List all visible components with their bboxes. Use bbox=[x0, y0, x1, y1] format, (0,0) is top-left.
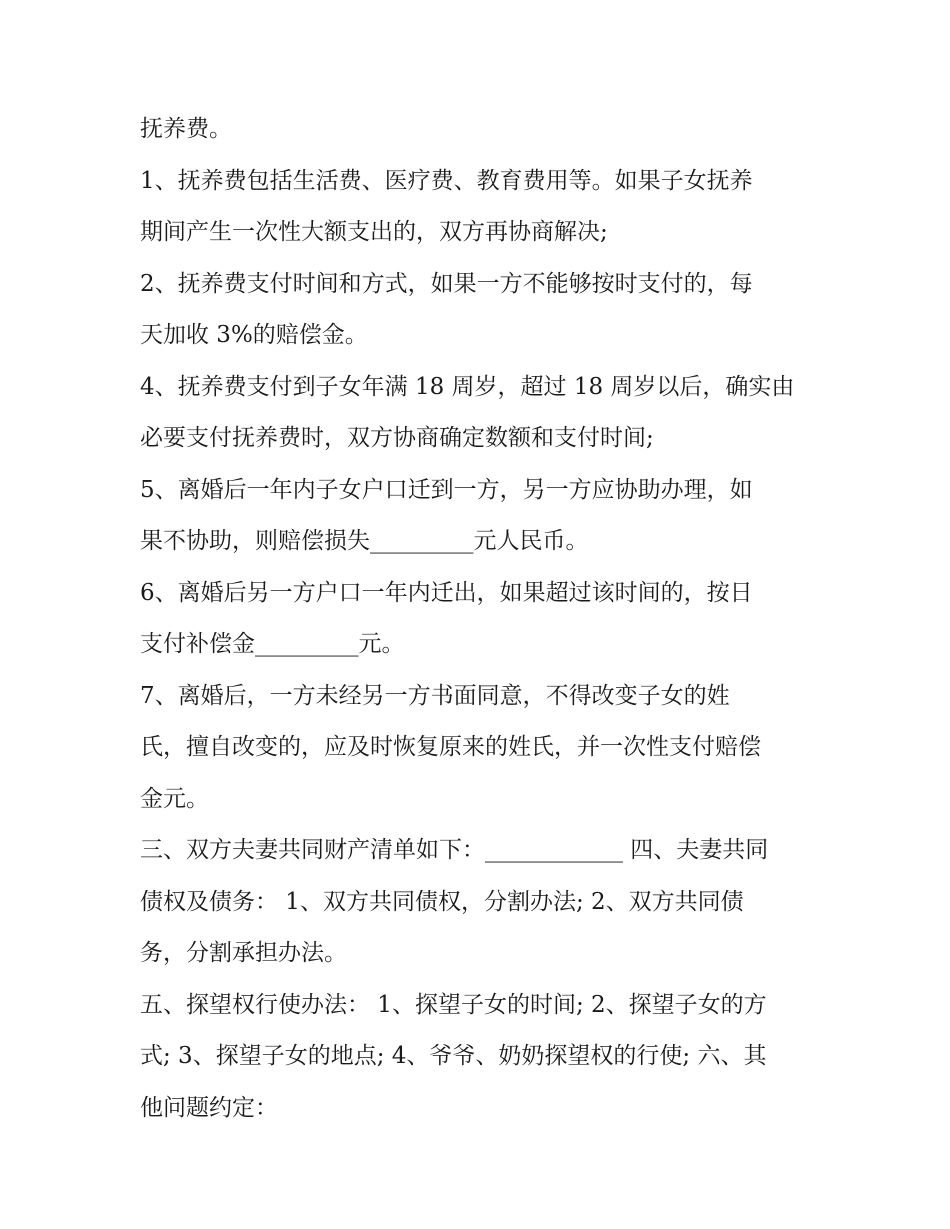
text-line: 必要支付抚养费时，双方协商确定数额和支付时间; bbox=[140, 425, 654, 451]
text-line: 支付补偿金_________元。 bbox=[140, 631, 405, 657]
text-line: 果不协助，则赔偿损失_________元人民币。 bbox=[140, 528, 589, 554]
text-line: 4、抚养费支付到子女年满 18 周岁，超过 18 周岁以后，确实由 bbox=[140, 373, 795, 400]
document-body bbox=[140, 104, 820, 1134]
text-line: 金元。 bbox=[140, 785, 209, 812]
text-line: 期间产生一次性大额支出的，双方再协商解决; bbox=[140, 219, 608, 245]
text-line: 1、抚养费包括生活费、医疗费、教育费用等。如果子女抚养 bbox=[140, 167, 753, 194]
text-line: 6、离婚后另一方户口一年内迁出，如果超过该时间的，按日 bbox=[140, 579, 753, 606]
text-line: 天加收 3%的赔偿金。 bbox=[140, 322, 368, 348]
text-line: 他问题约定： bbox=[140, 1094, 278, 1121]
text-line: 5、离婚后一年内子女户口迁到一方，另一方应协助办理，如 bbox=[140, 476, 753, 503]
text-line: 三、双方夫妻共同财产清单如下：____________ 四、夫妻共同 bbox=[140, 837, 769, 863]
text-line: 抚养费。 bbox=[140, 116, 232, 142]
text-line: 式; 3、探望子女的地点; 4、爷爷、奶奶探望权的行使; 六、其 bbox=[140, 1043, 767, 1069]
text-line: 债权及债务： 1、双方共同债权，分割办法; 2、双方共同债 bbox=[140, 888, 744, 915]
text-line: 7、离婚后，一方未经另一方书面同意，不得改变子女的姓 bbox=[140, 682, 730, 709]
text-line: 五、探望权行使办法： 1、探望子女的时间; 2、探望子女的方 bbox=[140, 991, 767, 1018]
text-line: 务，分割承担办法。 bbox=[140, 940, 347, 966]
text-line: 2、抚养费支付时间和方式，如果一方不能够按时支付的，每 bbox=[140, 270, 753, 297]
text-line: 氏，擅自改变的，应及时恢复原来的姓氏，并一次性支付赔偿 bbox=[140, 734, 761, 760]
